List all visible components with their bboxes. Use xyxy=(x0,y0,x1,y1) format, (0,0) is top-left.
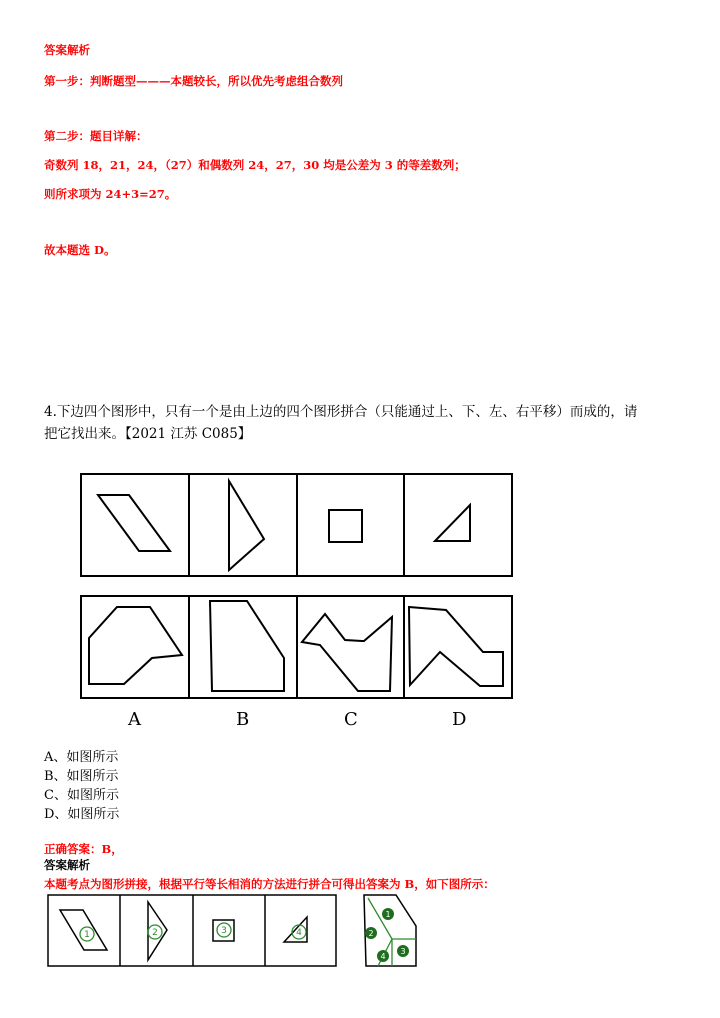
prev-step2-line2: 则所求项为 24+3=27。 xyxy=(44,187,177,201)
figure-label-c: C xyxy=(344,709,358,730)
assembled-number-1: 1 xyxy=(385,910,391,919)
prev-conclusion: 故本题选 D。 xyxy=(44,243,116,257)
question-text-line2: 把它找出来。【2021 江苏 C085】 xyxy=(44,426,252,442)
piece-1-number: 1 xyxy=(84,930,90,940)
prev-step1: 第一步：判断题型———本题较长，所以优先考虑组合数列 xyxy=(44,74,343,88)
option-b[interactable]: B、如图所示 xyxy=(44,769,119,784)
assembled-number-4: 4 xyxy=(380,952,386,961)
piece-2-number: 2 xyxy=(152,928,158,938)
assembled-number-3: 3 xyxy=(400,947,406,956)
answer-analysis-heading: 答案解析 xyxy=(44,858,90,872)
question-number: 4. xyxy=(44,404,57,420)
answer-explanation: 本题考点为图形拼接，根据平行等长相消的方法进行拼合可得出答案为 B，如下图所示： xyxy=(44,877,495,891)
piece-4-number: 4 xyxy=(296,928,302,938)
question-text-line1: 下边四个图形中，只有一个是由上边的四个图形拼合（只能通过上、下、左、右平移）而成的，请 xyxy=(56,404,638,420)
prev-step2-line1: 奇数列 18，21，24，（27）和偶数列 24，27，30 均是公差为 3 的等差数列； xyxy=(44,158,466,172)
assembled-number-2: 2 xyxy=(368,929,374,938)
option-d[interactable]: D、如图所示 xyxy=(44,807,120,822)
prev-analysis-heading: 答案解析 xyxy=(44,43,90,57)
piece-3-number: 3 xyxy=(221,926,227,936)
option-c[interactable]: C、如图所示 xyxy=(44,788,119,803)
option-a[interactable]: A、如图所示 xyxy=(44,750,119,765)
figure-label-d: D xyxy=(452,709,467,730)
correct-answer: 正确答案：B， xyxy=(44,842,123,856)
prev-step2-heading: 第二步：题目详解： xyxy=(44,129,148,143)
figure-label-a: A xyxy=(128,709,141,730)
figure-label-b: B xyxy=(236,709,250,730)
